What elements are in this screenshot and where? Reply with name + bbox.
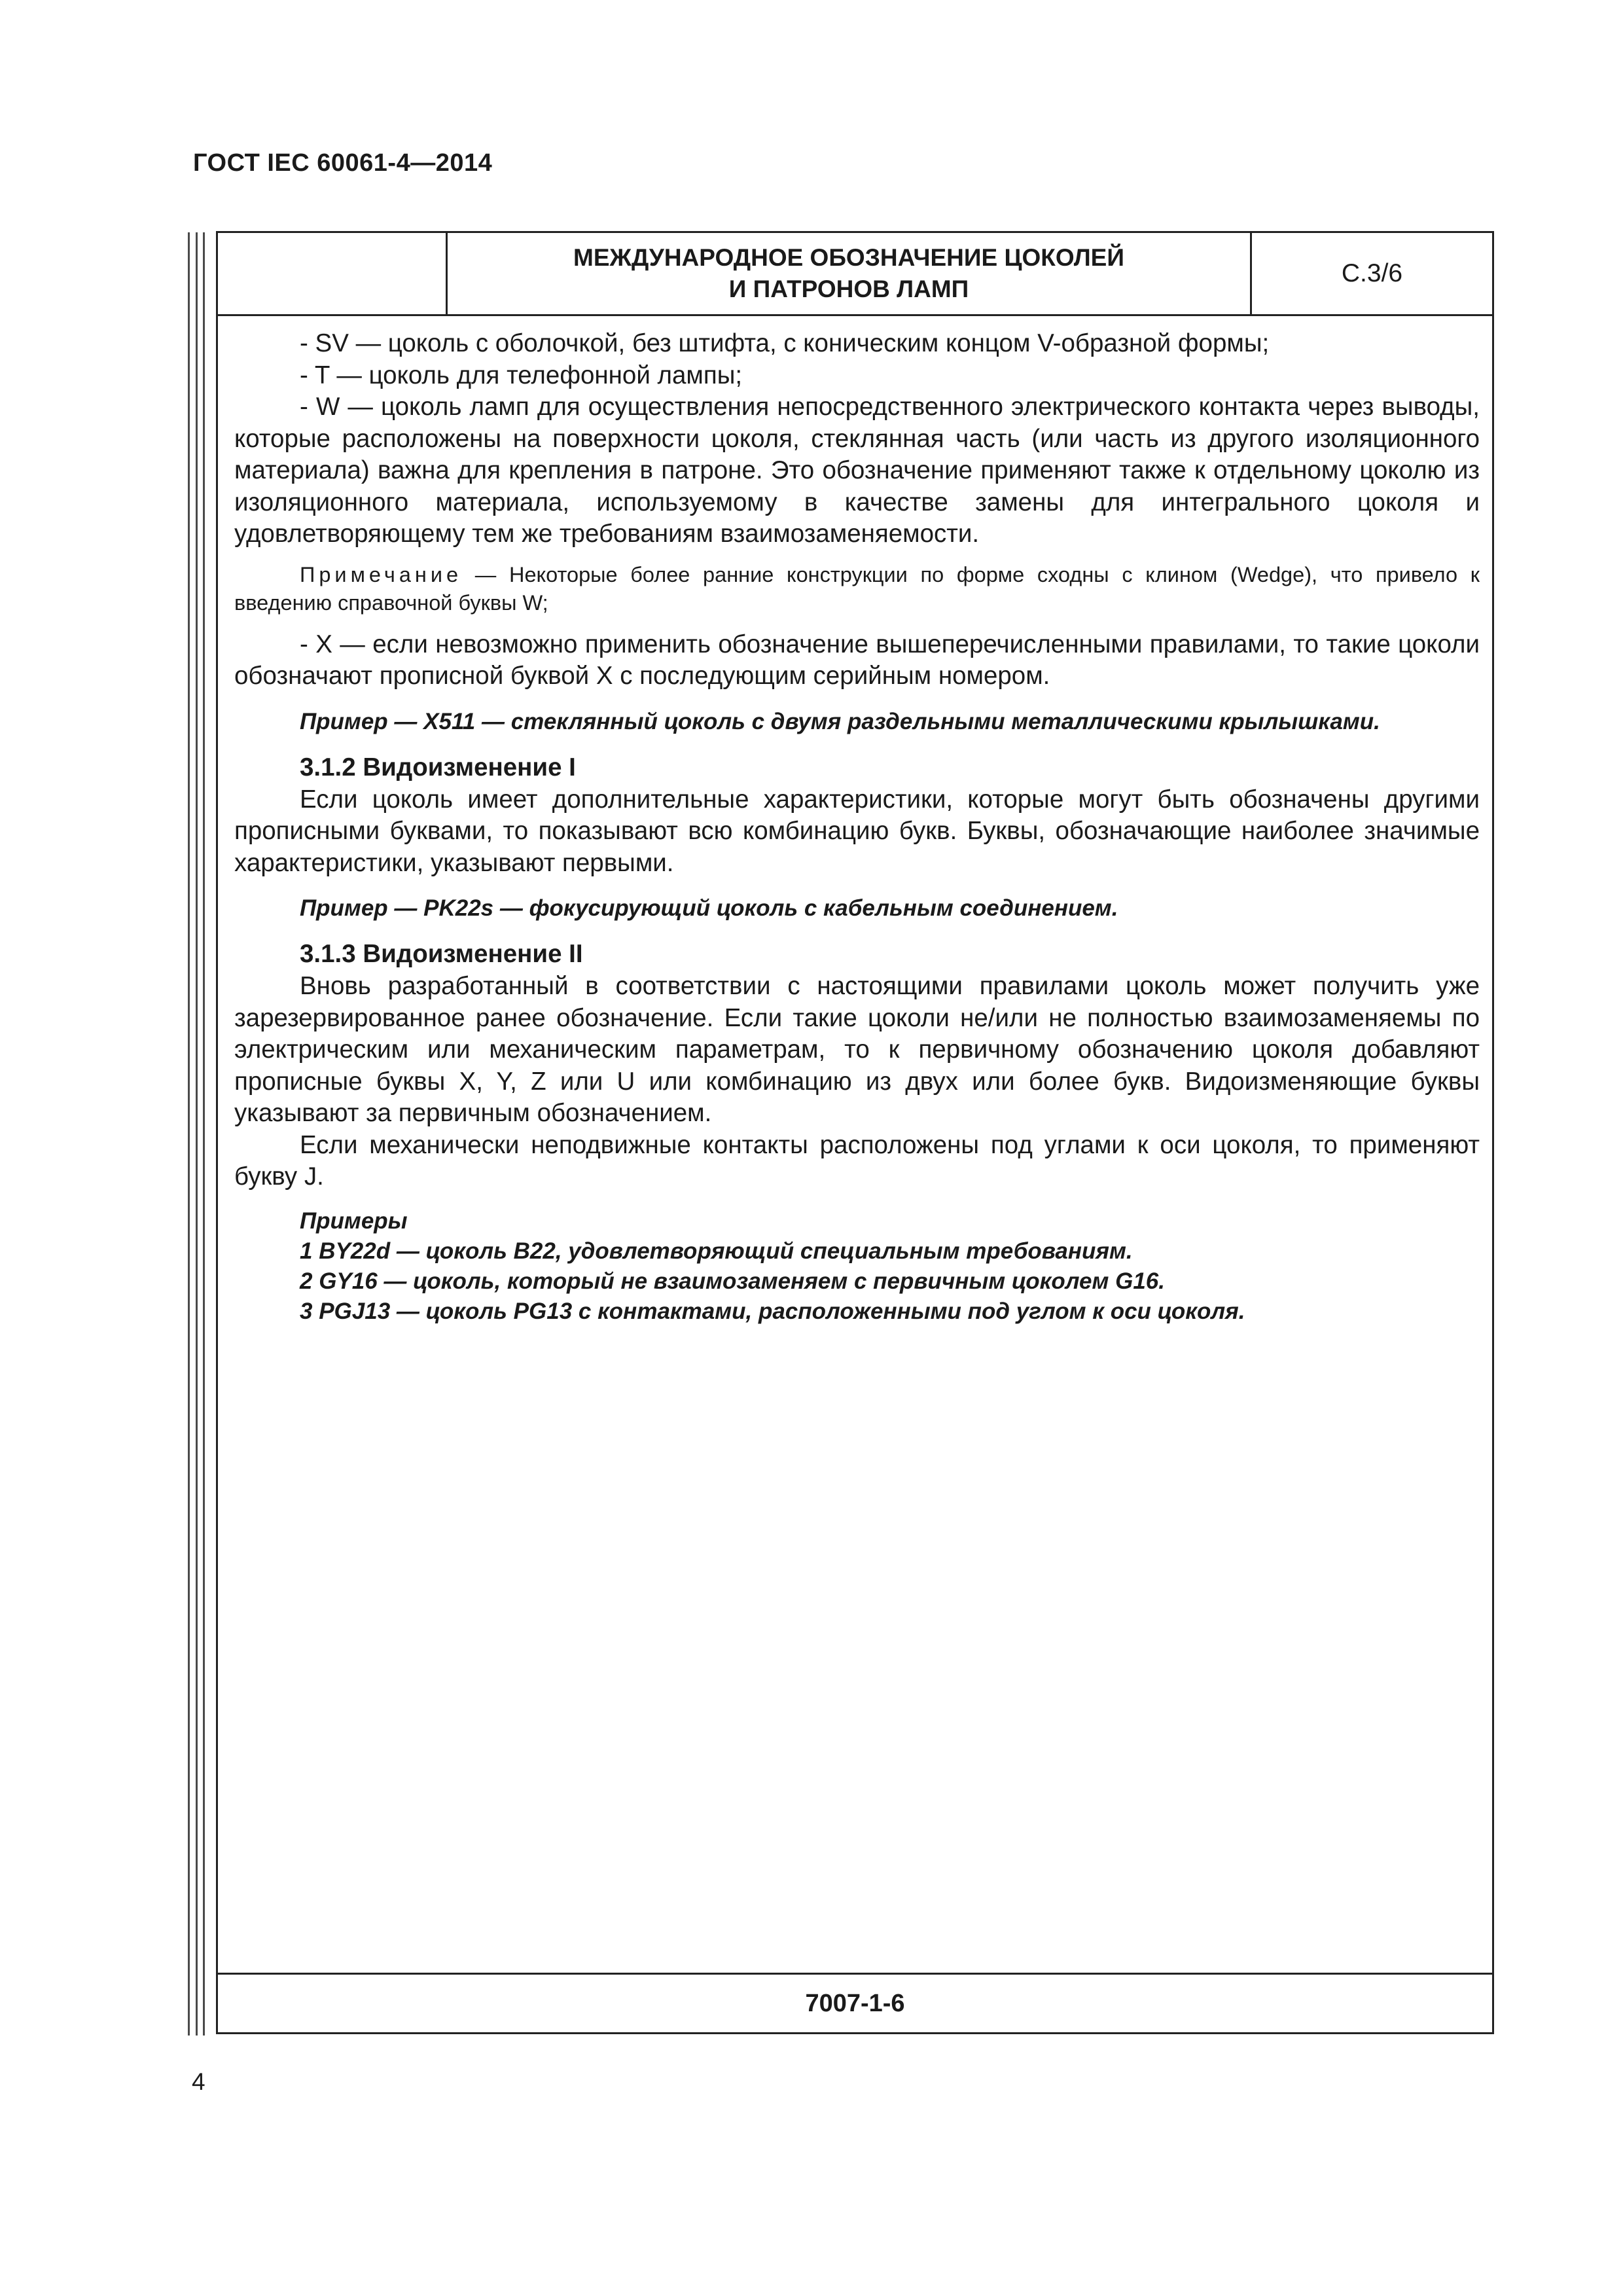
- section-3-1-3-text1: Вновь разработанный в соответствии с настоящими правилами цоколь может получить уже зарезервированное ранее обозначение. Если такие цоколи не/или не полностью взаимозаменяемы по электрическим или механическим параметрам, то к первичному обозначению цоколя добавляют прописные буквы X, Y, Z или U или комбинацию из двух или более букв. Видоизменяющие буквы указывают за первичным обозначением.: [234, 972, 1480, 1127]
- sheet-header-blank-cell: [218, 233, 448, 314]
- example-item: 2 GY16 — цоколь, который не взаимозаменяем с первичным цоколем G16.: [300, 1268, 1165, 1294]
- note-text: — Некоторые более ранние конструкции по форме сходны с клином (Wedge), что привело к введению справочной буквы W;: [234, 562, 1480, 615]
- examples-title: Примеры: [300, 1208, 408, 1234]
- item-w: - W — цоколь ламп для осуществления непосредственного электрического контакта через выводы, которые расположены на поверхности цоколя, стеклянная часть (или часть из другого изоляционного материала) важна для крепления в патроне. Это обозначение применяют также к отдельному цоколю из изоляционного материала, используемому в качестве замены для интегрального цоколя и удовлетворяющему тем же требованиям взаимозаменяемости.: [234, 393, 1480, 548]
- document-header: ГОСТ IEC 60061-4—2014: [193, 149, 493, 177]
- sheet-header-row: [218, 233, 1492, 316]
- section-3-1-2-title: 3.1.2 Видоизменение I: [300, 753, 576, 781]
- sheet-footer: [218, 1973, 1492, 2032]
- note-label: Примечание: [300, 562, 463, 586]
- examples-block: [234, 1206, 1480, 1327]
- sheet-body: [234, 328, 1480, 1327]
- page-number: 4: [192, 2068, 205, 2095]
- section-3-1-3-title: 3.1.3 Видоизменение II: [300, 940, 583, 968]
- sheet-title: [448, 233, 1252, 314]
- item-t: - T — цоколь для телефонной лампы;: [300, 361, 743, 389]
- example-x: Пример — X511 — стеклянный цоколь с двумя раздельными металлическими крылышками.: [300, 708, 1380, 734]
- binding-line: [196, 232, 198, 2036]
- sheet-footer-code: 7007-1-6: [805, 1989, 905, 2017]
- item-sv: - SV — цоколь с оболочкой, без штифта, с коническим концом V-образной формы;: [300, 329, 1270, 357]
- sheet-page-ref: С.3/6: [1341, 259, 1403, 287]
- note: [234, 561, 1480, 617]
- binding-line: [203, 232, 205, 2036]
- sheet-frame: [216, 231, 1494, 2034]
- example-pk: Пример — PK22s — фокусирующий цоколь с кабельным соединением.: [300, 895, 1118, 921]
- section-3-1-2-text: Если цоколь имеет дополнительные характеристики, которые могут быть обозначены другими прописными буквами, то показывают всю комбинацию букв. Буквы, обозначающие наиболее значимые характеристики, указывают первыми.: [234, 785, 1480, 877]
- binding-line: [188, 232, 190, 2036]
- example-item: 1 BY22d — цоколь B22, удовлетворяющий специальным требованиям.: [300, 1238, 1133, 1264]
- example-item: 3 PGJ13 — цоколь PG13 с контактами, расположенными под углом к оси цоколя.: [300, 1298, 1245, 1324]
- item-x: - X — если невозможно применить обозначение вышеперечисленными правилами, то такие цоколи обозначают прописной буквой X с последующим серийным номером.: [234, 630, 1480, 690]
- section-3-1-3-text2: Если механически неподвижные контакты расположены под углами к оси цоколя, то применяют букву J.: [234, 1130, 1480, 1191]
- sheet-title-line1: МЕЖДУНАРОДНОЕ ОБОЗНАЧЕНИЕ ЦОКОЛЕЙ: [573, 244, 1124, 271]
- sheet-title-line2: И ПАТРОНОВ ЛАМП: [728, 276, 969, 302]
